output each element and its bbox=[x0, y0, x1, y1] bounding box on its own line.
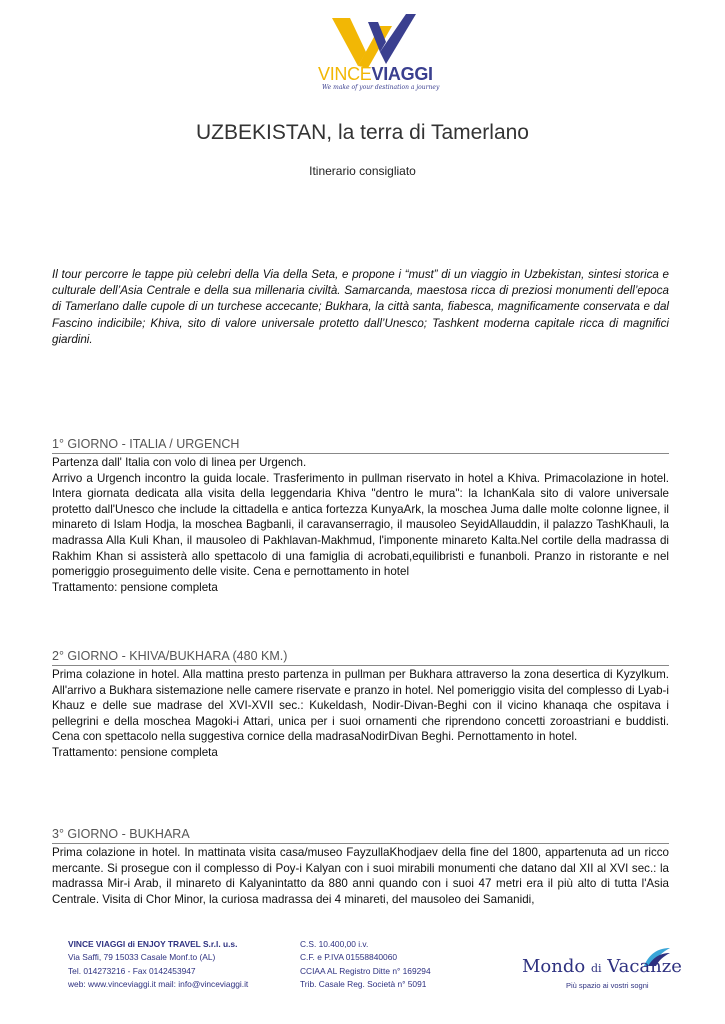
logo-tagline: We make of your destination a journey bbox=[322, 84, 440, 91]
day-paragraph: Arrivo a Urgench incontro la guida locale. Trasferimento in pullman riservato in hotel a Khiva. Primacolazione in hotel. Intera giornata dedicata alla visita della leggendaria Khiva "dentro le mura": la IchanKala sito di valore universale protetto dall'Unesco che include la cittadella e antica fortezza KunyaArk, la moschea Juma dalle molte colonne lignee, il minareto di Islam Hodja, la moschea Bagbanli, il caravanserragio, il mausoleo SeyidAllauddin, il palazzo TashKhauli, la madrassa Alla Kuli Khan, il mausoleo di Pakhlavan-Makhmud, l'imponente minareto Kalta.Nel cortile della madrassa di Rakhim Khan si assisterà allo spettacolo di una famiglia di acrobati,equilibristi e funanboli. Pranzo in ristorante e nel pomeriggio proseguimento delle visite. Cena e pernottamento in hotel bbox=[52, 471, 669, 579]
footer-address: Via Saffi, 79 15033 Casale Monf.to (AL) bbox=[68, 952, 216, 963]
document-title: UZBEKISTAN, la terra di Tamerlano bbox=[195, 121, 529, 144]
footer bbox=[0, 938, 725, 998]
logo-wordmark bbox=[318, 64, 448, 85]
mondo-word-2: Vacanze bbox=[601, 956, 682, 977]
logo-word-vince: VINCE bbox=[318, 64, 372, 84]
day-body bbox=[52, 845, 669, 907]
day-title: 3° GIORNO - BUKHARA bbox=[52, 827, 669, 844]
footer-company-info bbox=[68, 938, 248, 992]
footer-phone: Tel. 014273216 - Fax 0142453947 bbox=[68, 965, 196, 976]
vinceviaggi-logo-mark bbox=[328, 12, 418, 70]
day-title: 1° GIORNO - ITALIA / URGENCH bbox=[52, 437, 669, 454]
mondo-word-di: di bbox=[590, 962, 602, 975]
footer-trib: Trib. Casale Reg. Società n° 5091 bbox=[300, 979, 427, 990]
day-body bbox=[52, 455, 669, 595]
intro-paragraph: Il tour percorre le tappe più celebri della Via della Seta, e propone i “must” di un viaggio in Uzbekistan, sintesi storica e culturale dell’Asia Centrale e della sua millenaria civiltà. Samarcanda, maestosa ricca di preziosi monumenti dell’epoca di Tamerlano dalle cupole di un turchese accecante; Bukhara, la città santa, fiabesca, magnificamente conservata e dal Fascino indicibile; Khiva, sito di valore universale protetto dall’Unesco; Tashkent moderna capitale ricca di magnifici giardini. bbox=[52, 268, 669, 346]
mondo-di-vacanze-logo bbox=[522, 946, 697, 994]
footer-cciaa: CCIAA AL Registro Ditte n° 169294 bbox=[300, 965, 431, 976]
footer-capital: C.S. 10.400,00 i.v. bbox=[300, 939, 369, 949]
footer-company-name: VINCE VIAGGI di ENJOY TRAVEL S.r.l. u.s. bbox=[68, 939, 238, 949]
mondo-wordmark bbox=[522, 956, 682, 977]
footer-vat: C.F. e P.IVA 01558840060 bbox=[300, 952, 398, 963]
header bbox=[0, 12, 725, 104]
mondo-word-1: Mondo bbox=[522, 956, 591, 977]
day-section-3 bbox=[52, 827, 669, 907]
day-title: 2° GIORNO - KHIVA/BUKHARA (480 KM.) bbox=[52, 649, 669, 666]
day-body bbox=[52, 667, 669, 761]
day-paragraph: Trattamento: pensione completa bbox=[52, 745, 218, 759]
day-paragraph: Trattamento: pensione completa bbox=[52, 580, 218, 594]
day-paragraph: Partenza dall' Italia con volo di linea per Urgench. bbox=[52, 456, 307, 469]
day-paragraph: Prima colazione in hotel. Alla mattina presto partenza in pullman per Bukhara attraverso la zona desertica di Kyzylkum. All'arrivo a Bukhara sistemazione nelle camere riservate e pranzo in hotel. Nel pomeriggio visita del complesso di Lyab-i Khauz e delle sue madrase del XVI-XVII sec.: Kukeldash, Nodir-Divan-Beghi con il vicino khanaqa che ospitava i pellegrini e della moschea Magoki-i Attari, unica per i suoi ornamenti che riprendono concetti zoroastriani e buddisti. Cena con spettacolo nella suggestiva cornice della madrasaNodirDivan Beghi. Pernottamento in hotel. bbox=[52, 668, 669, 744]
day-section-2 bbox=[52, 649, 669, 761]
logo-word-viaggi: VIAGGI bbox=[371, 64, 433, 84]
mondo-tagline: Più spazio ai vostri sogni bbox=[566, 981, 649, 990]
document-subtitle: Itinerario consigliato bbox=[309, 164, 416, 178]
vinceviaggi-logo bbox=[300, 12, 442, 94]
day-paragraph: Prima colazione in hotel. In mattinata visita casa/museo FayzullaKhodjaev della fine del 1800, appartenuta ad un ricco mercante. Si prosegue con il complesso di Poy-i Kalyan con i suoi mirabili monumenti che datano dal XII al XVI sec.: la madrassa Mir-i Arab, il minareto di Kalyanintatto da 880 anni quando con i suoi 47 metri era il più alto di tutta l'Asia Centrale. Visita di Chor Minor, la curiosa madrassa dei 4 minareti, del mausoleo dei Samanidi, bbox=[52, 846, 669, 906]
footer-legal-info bbox=[300, 938, 431, 992]
footer-web[interactable]: web: www.vinceviaggi.it mail: info@vinceviaggi.it bbox=[68, 979, 249, 990]
day-section-1 bbox=[52, 437, 669, 595]
